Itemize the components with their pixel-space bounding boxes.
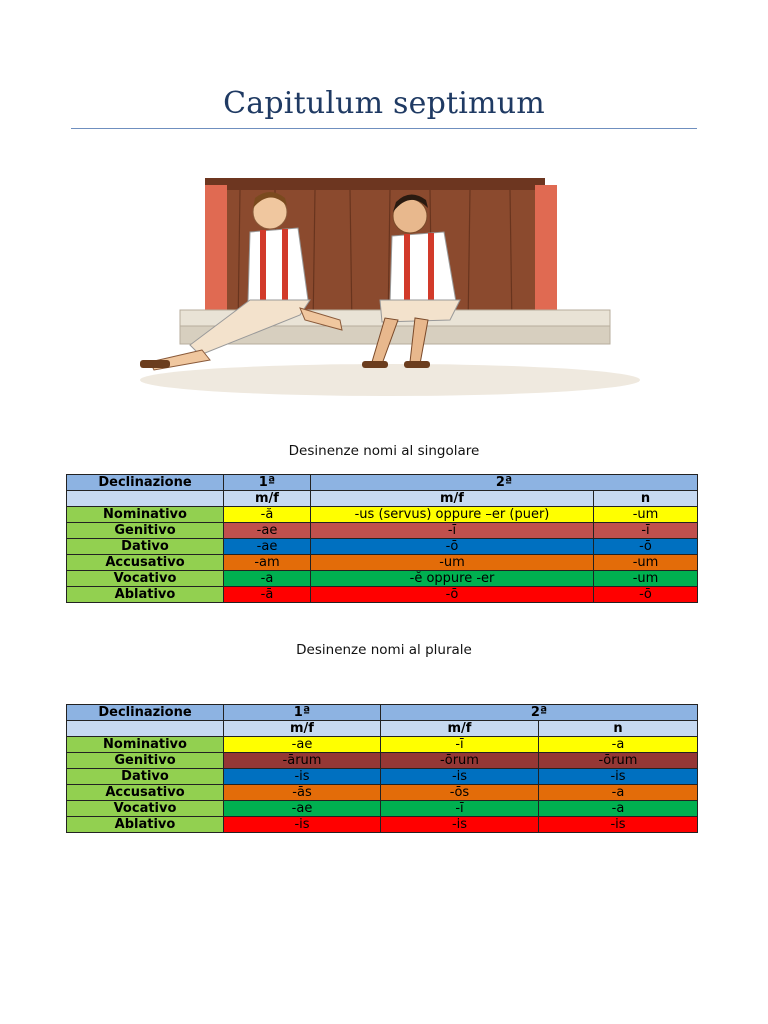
illustration [110, 150, 650, 420]
ending-cell: -a [224, 571, 311, 587]
ending-cell: -is [539, 817, 698, 833]
ending-cell: -um [594, 571, 698, 587]
declinazione-header: Declinazione [67, 475, 224, 491]
gender-mf-2: m/f [311, 491, 594, 507]
ending-cell: -a [539, 737, 698, 753]
ending-cell: -ārum [224, 753, 381, 769]
case-label: Vocativo [67, 801, 224, 817]
gender-n-2: n [594, 491, 698, 507]
table-row [67, 539, 698, 555]
wall-top-beam [205, 178, 545, 190]
ending-cell: -ae [224, 523, 311, 539]
gender-mf-2: m/f [381, 721, 539, 737]
singular-table [66, 474, 698, 603]
table-row [67, 817, 698, 833]
table-row [67, 753, 698, 769]
ending-cell: -ī [311, 523, 594, 539]
table-row [67, 587, 698, 603]
table-row [67, 769, 698, 785]
case-label: Nominativo [67, 737, 224, 753]
ending-cell: -ae [224, 737, 381, 753]
ending-cell: -a [539, 785, 698, 801]
plural-caption: Desinenze nomi al plurale [296, 642, 472, 658]
title-underline [71, 128, 697, 129]
ending-cell: -um [594, 507, 698, 523]
table-row [67, 507, 698, 523]
case-label: Accusativo [67, 555, 224, 571]
table-row [67, 801, 698, 817]
case-label: Nominativo [67, 507, 224, 523]
ending-cell: -ō [594, 587, 698, 603]
table-row [67, 523, 698, 539]
table-row [67, 785, 698, 801]
ending-cell: -um [311, 555, 594, 571]
ending-cell: -ī [381, 737, 539, 753]
ending-cell: -am [224, 555, 311, 571]
ending-cell: -ōs [381, 785, 539, 801]
plural-table [66, 704, 698, 833]
second-declension-header: 2ª [381, 705, 698, 721]
ending-cell: -us (servus) oppure –er (puer) [311, 507, 594, 523]
ending-cell: -is [381, 817, 539, 833]
table-header-row [67, 475, 698, 491]
second-declension-header: 2ª [311, 475, 698, 491]
ending-cell: -ō [311, 587, 594, 603]
case-label: Vocativo [67, 571, 224, 587]
ending-cell: -ō [311, 539, 594, 555]
table-header-row [67, 705, 698, 721]
first-declension-header: 1ª [224, 475, 311, 491]
floor-shadow [140, 364, 640, 396]
singular-caption: Desinenze nomi al singolare [288, 443, 480, 459]
first-declension-header: 1ª [224, 705, 381, 721]
case-label: Ablativo [67, 817, 224, 833]
ending-cell: -ī [381, 801, 539, 817]
gender-mf-1: m/f [224, 491, 311, 507]
ending-cell: -um [594, 555, 698, 571]
ending-cell: -is [381, 769, 539, 785]
subheader-empty [67, 491, 224, 507]
page-title: Capitulum septimum [223, 86, 545, 121]
subheader-empty [67, 721, 224, 737]
table-row [67, 571, 698, 587]
right-column [535, 185, 557, 325]
ending-cell: -ae [224, 801, 381, 817]
ending-cell: -ae [224, 539, 311, 555]
gender-mf-1: m/f [224, 721, 381, 737]
table-row [67, 737, 698, 753]
declinazione-header: Declinazione [67, 705, 224, 721]
ending-cell: -ĕ oppure -er [311, 571, 594, 587]
table-row [67, 555, 698, 571]
case-label: Genitivo [67, 523, 224, 539]
ending-cell: -is [539, 769, 698, 785]
ending-cell: -ō [594, 539, 698, 555]
ending-cell: -is [224, 769, 381, 785]
ending-cell: -ās [224, 785, 381, 801]
case-label: Accusativo [67, 785, 224, 801]
ending-cell: -ōrum [539, 753, 698, 769]
left-column [205, 185, 227, 325]
ending-cell: -ă [224, 507, 311, 523]
ending-cell: -ōrum [381, 753, 539, 769]
table-subheader-row [67, 491, 698, 507]
case-label: Ablativo [67, 587, 224, 603]
case-label: Dativo [67, 769, 224, 785]
ending-cell: -ā [224, 587, 311, 603]
gender-n-2: n [539, 721, 698, 737]
ending-cell: -ī [594, 523, 698, 539]
ending-cell: -is [224, 817, 381, 833]
case-label: Dativo [67, 539, 224, 555]
ending-cell: -a [539, 801, 698, 817]
table-subheader-row [67, 721, 698, 737]
case-label: Genitivo [67, 753, 224, 769]
